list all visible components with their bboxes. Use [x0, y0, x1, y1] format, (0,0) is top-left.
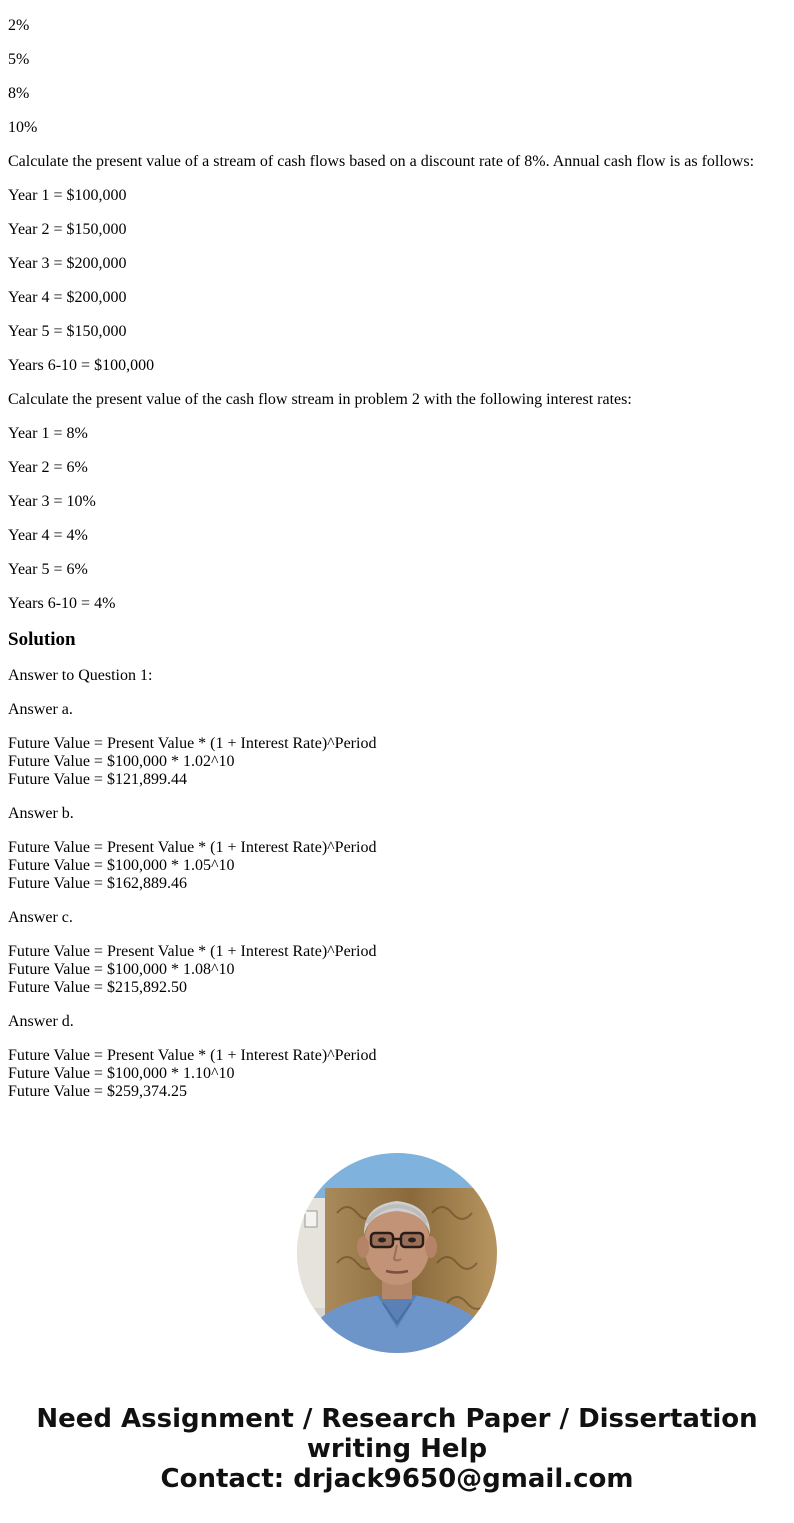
result-line: Future Value = $259,374.25 [8, 1083, 187, 1100]
cash-flow-item: Year 5 = $150,000 [8, 323, 127, 340]
answer-calculation [8, 735, 786, 789]
banner-line: Need Assignment / Research Paper / Dissertation [36, 1404, 758, 1434]
result-line: Future Value = $215,892.50 [8, 979, 187, 996]
cash-flow-item: Year 4 = $200,000 [8, 289, 127, 306]
interest-rate-item: Year 1 = 8% [8, 425, 88, 442]
answer-label: Answer d. [8, 1013, 74, 1030]
contact-email: Contact: drjack9650@gmail.com [160, 1464, 634, 1494]
formula-line: Future Value = Present Value * (1 + Interest Rate)^Period [8, 735, 377, 752]
answer-calculation [8, 943, 786, 997]
author-photo [297, 1153, 497, 1353]
interest-rate-item: Year 3 = 10% [8, 493, 96, 510]
problem-2-intro: Calculate the present value of a stream of cash flows based on a discount rate of 8%. Annual cash flow is as follows: [8, 153, 755, 170]
cash-flow-item: Year 3 = $200,000 [8, 255, 127, 272]
answer-label: Answer b. [8, 805, 74, 822]
answer-label: Answer c. [8, 909, 73, 926]
substitution-line: Future Value = $100,000 * 1.08^10 [8, 961, 235, 978]
interest-rate-item: Year 5 = 6% [8, 561, 88, 578]
solution-heading: Solution [8, 629, 76, 650]
substitution-line: Future Value = $100,000 * 1.05^10 [8, 857, 235, 874]
interest-rate-item: Years 6-10 = 4% [8, 595, 116, 612]
formula-line: Future Value = Present Value * (1 + Interest Rate)^Period [8, 839, 377, 856]
formula-line: Future Value = Present Value * (1 + Interest Rate)^Period [8, 943, 377, 960]
answer-label: Answer a. [8, 701, 73, 718]
substitution-line: Future Value = $100,000 * 1.10^10 [8, 1065, 235, 1082]
result-line: Future Value = $121,899.44 [8, 771, 187, 788]
answer-calculation [8, 1047, 786, 1101]
formula-line: Future Value = Present Value * (1 + Interest Rate)^Period [8, 1047, 377, 1064]
interest-rate-item: Year 2 = 6% [8, 459, 88, 476]
rate-option: 8% [8, 85, 30, 102]
substitution-line: Future Value = $100,000 * 1.02^10 [8, 753, 235, 770]
answer-intro: Answer to Question 1: [8, 667, 153, 684]
question-text-cut [8, 0, 786, 1]
answer-calculation [8, 839, 786, 893]
rate-option: 2% [8, 17, 30, 34]
document-body [8, 0, 786, 1117]
cash-flow-item: Years 6-10 = $100,000 [8, 357, 155, 374]
cash-flow-item: Year 2 = $150,000 [8, 221, 127, 238]
interest-rate-item: Year 4 = 4% [8, 527, 88, 544]
banner-line: writing Help [306, 1434, 488, 1464]
author-avatar [297, 1153, 497, 1353]
result-line: Future Value = $162,889.46 [8, 875, 187, 892]
cash-flow-item: Year 1 = $100,000 [8, 187, 127, 204]
rate-option: 5% [8, 51, 30, 68]
problem-3-intro: Calculate the present value of the cash flow stream in problem 2 with the following interest rates: [8, 391, 632, 408]
rate-option: 10% [8, 119, 38, 136]
contact-banner [0, 1404, 794, 1494]
